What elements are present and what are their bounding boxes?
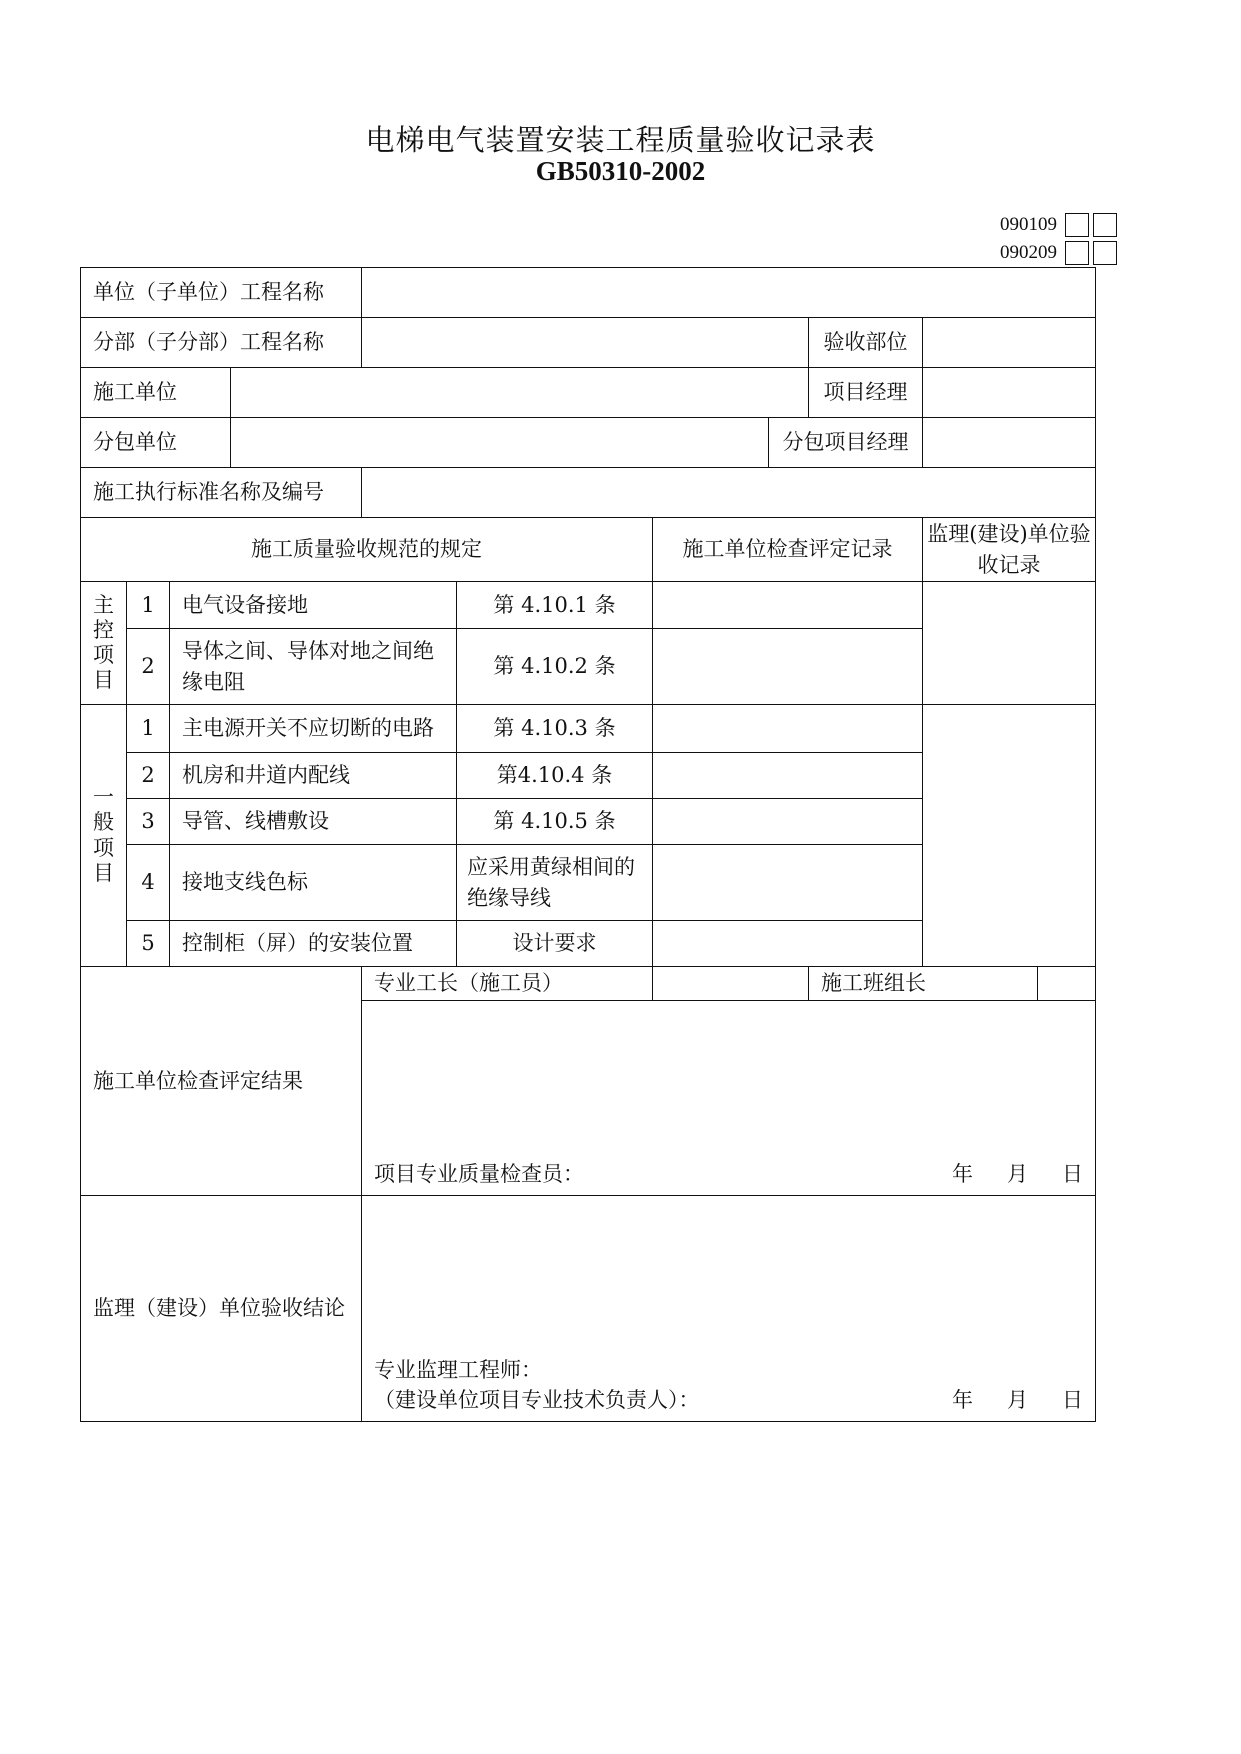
item-name: 接地支线色标 (170, 845, 457, 921)
check-record-cell[interactable] (653, 582, 923, 629)
day-label: 日 (1062, 1387, 1083, 1412)
acceptance-form-table (80, 267, 1096, 1422)
result-date (918, 1159, 1083, 1189)
spec-column-header: 施工质量验收规范的规定 (81, 518, 653, 582)
code-checkbox-2a[interactable] (1065, 241, 1089, 265)
team-leader-label: 施工班组长 (809, 967, 1038, 1001)
foreman-value[interactable] (653, 967, 809, 1001)
supervisor-record-column-header: 监理(建设)单位验收记录 (923, 518, 1096, 582)
supervisor-conclusion-cell[interactable] (362, 1196, 1096, 1422)
subcontract-manager-value[interactable] (923, 418, 1096, 468)
item-clause: 第 4.10.1 条 (457, 582, 653, 629)
form-code-2: 090209 (1000, 242, 1057, 263)
construction-result-cell[interactable] (362, 1001, 1096, 1196)
code-checkbox-1b[interactable] (1093, 213, 1117, 237)
project-manager-label: 项目经理 (809, 368, 923, 418)
inspector-label: 项目专业质量检查员： (374, 1161, 584, 1186)
supervisor-record-cell[interactable] (923, 582, 1096, 705)
acceptance-part-label: 验收部位 (809, 318, 923, 368)
item-clause: 第 4.10.3 条 (457, 705, 653, 753)
check-record-cell[interactable] (653, 921, 923, 967)
item-clause: 应采用黄绿相间的绝缘导线 (457, 845, 653, 921)
code-checkbox-1a[interactable] (1065, 213, 1089, 237)
item-number: 4 (127, 845, 170, 921)
standard-name-value[interactable] (362, 468, 1096, 518)
day-label: 日 (1062, 1161, 1083, 1186)
conclusion-date (918, 1385, 1083, 1415)
division-project-value[interactable] (362, 318, 809, 368)
item-number: 2 (127, 629, 170, 705)
team-leader-value[interactable] (1038, 967, 1096, 1001)
unit-project-value[interactable] (362, 268, 1096, 318)
code-row-1 (1000, 212, 1241, 238)
month-label: 月 (1007, 1161, 1028, 1186)
item-name: 机房和井道内配线 (170, 753, 457, 799)
item-clause: 第 4.10.5 条 (457, 799, 653, 845)
subcontract-unit-label: 分包单位 (81, 418, 231, 468)
general-items-label: 一般项目 (81, 705, 127, 967)
standard-name-label: 施工执行标准名称及编号 (81, 468, 362, 518)
construction-unit-label: 施工单位 (81, 368, 231, 418)
owner-tech-label: （建设单位项目专业技术负责人）： (374, 1387, 700, 1412)
item-clause: 第4.10.4 条 (457, 753, 653, 799)
item-name: 导体之间、导体对地之间绝缘电阻 (170, 629, 457, 705)
check-record-cell[interactable] (653, 753, 923, 799)
code-row-2 (1000, 240, 1241, 266)
month-label: 月 (1007, 1387, 1028, 1412)
subcontract-unit-value[interactable] (231, 418, 769, 468)
main-control-label: 主控项目 (81, 582, 127, 705)
item-name: 主电源开关不应切断的电路 (170, 705, 457, 753)
year-label: 年 (952, 1387, 973, 1412)
item-name: 控制柜（屏）的安装位置 (170, 921, 457, 967)
item-name: 电气设备接地 (170, 582, 457, 629)
supervisor-record-cell[interactable] (923, 705, 1096, 967)
foreman-label: 专业工长（施工员） (362, 967, 653, 1001)
item-number: 1 (127, 705, 170, 753)
year-label: 年 (952, 1161, 973, 1186)
check-record-column-header: 施工单位检查评定记录 (653, 518, 923, 582)
form-code-1: 090109 (1000, 214, 1057, 235)
construction-unit-value[interactable] (231, 368, 809, 418)
check-record-cell[interactable] (653, 845, 923, 921)
unit-project-label: 单位（子单位）工程名称 (81, 268, 362, 318)
item-clause: 第 4.10.2 条 (457, 629, 653, 705)
table-row (81, 705, 1096, 753)
item-clause: 设计要求 (457, 921, 653, 967)
check-record-cell[interactable] (653, 705, 923, 753)
division-project-label: 分部（子分部）工程名称 (81, 318, 362, 368)
engineer-label: 专业监理工程师： (374, 1357, 542, 1382)
acceptance-part-value[interactable] (923, 318, 1096, 368)
form-title: 电梯电气装置安装工程质量验收记录表 (365, 123, 876, 157)
supervisor-conclusion-label: 监理（建设）单位验收结论 (81, 1196, 362, 1422)
standard-number: GB50310‐2002 (535, 156, 706, 186)
item-number: 2 (127, 753, 170, 799)
project-manager-value[interactable] (923, 368, 1096, 418)
item-number: 1 (127, 582, 170, 629)
code-checkbox-2b[interactable] (1093, 241, 1117, 265)
item-number: 3 (127, 799, 170, 845)
subcontract-manager-label: 分包项目经理 (769, 418, 923, 468)
construction-result-label: 施工单位检查评定结果 (81, 967, 362, 1196)
check-record-cell[interactable] (653, 799, 923, 845)
item-number: 5 (127, 921, 170, 967)
table-row (81, 582, 1096, 629)
check-record-cell[interactable] (653, 629, 923, 705)
item-name: 导管、线槽敷设 (170, 799, 457, 845)
